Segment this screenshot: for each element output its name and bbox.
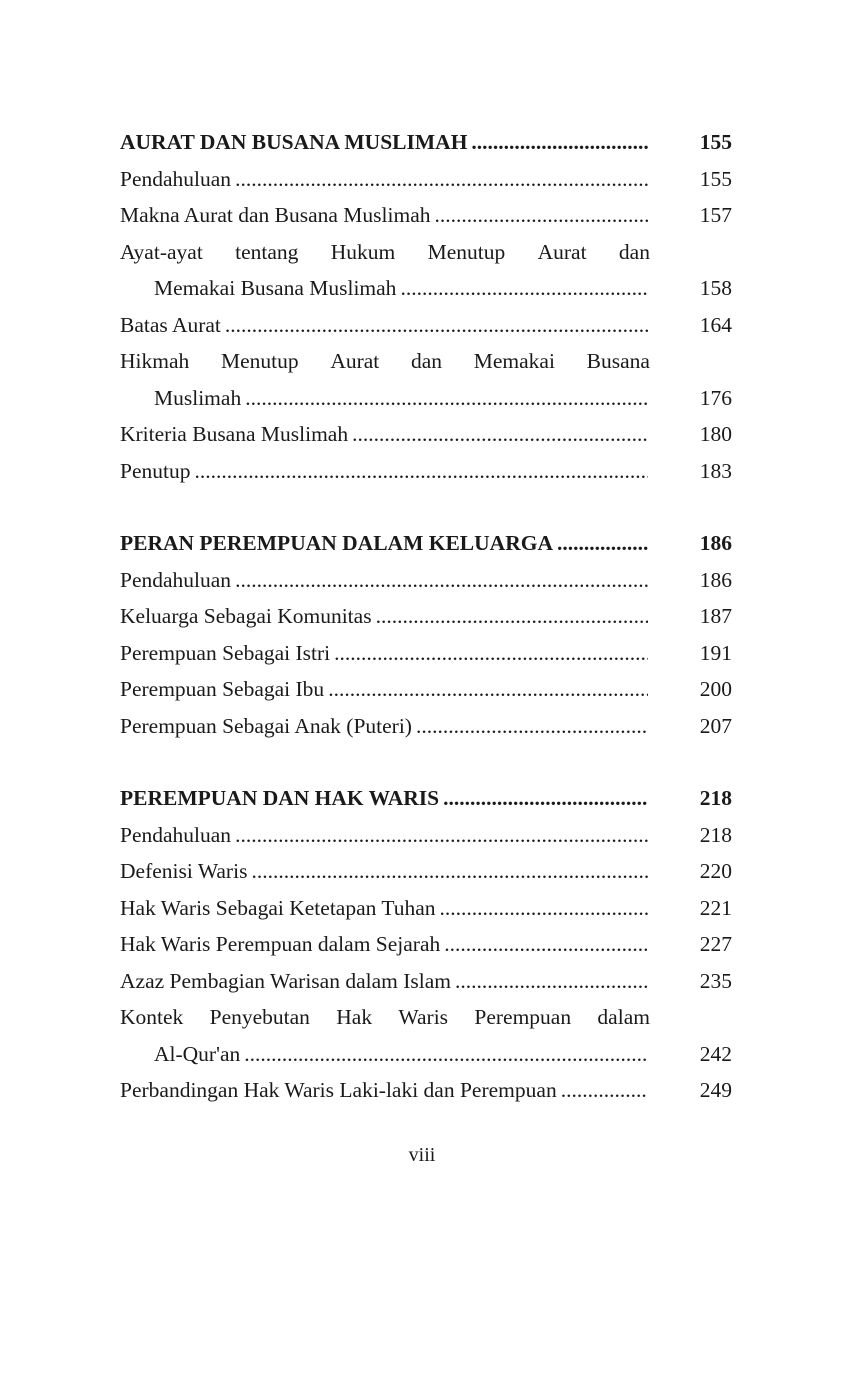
entry-label-line1 bbox=[120, 234, 650, 271]
entry-label: Pendahuluan bbox=[120, 166, 232, 191]
toc-entry[interactable] bbox=[120, 453, 732, 490]
entry-page-number: 176 bbox=[699, 385, 732, 410]
entry-label: Perbandingan Hak Waris Laki-laki dan Perempuan bbox=[120, 1078, 557, 1102]
entry-word: Menutup bbox=[427, 239, 506, 264]
leader-dots bbox=[376, 598, 648, 635]
section-page-number: 155 bbox=[699, 130, 732, 154]
page-number-footer: viii bbox=[408, 1144, 436, 1166]
entry-word: Hak bbox=[336, 1005, 373, 1029]
entry-label-line2: Al-Qur'an bbox=[154, 1041, 241, 1066]
entry-page-number: 242 bbox=[699, 1041, 732, 1066]
entry-label-line2: Muslimah bbox=[154, 385, 242, 410]
entry-label: Hak Waris Sebagai Ketetapan Tuhan bbox=[120, 895, 436, 920]
entry-label: Azaz Pembagian Warisan dalam Islam bbox=[120, 968, 452, 993]
entry-page-number: 187 bbox=[699, 604, 732, 628]
leader-dots bbox=[471, 124, 648, 161]
entry-word: Busana bbox=[586, 349, 650, 373]
leader-dots bbox=[235, 562, 648, 599]
leader-dots bbox=[225, 307, 648, 344]
entry-page-number: 164 bbox=[699, 312, 732, 337]
leader-dots bbox=[416, 708, 648, 745]
toc-entry[interactable] bbox=[120, 562, 732, 599]
toc-entry[interactable] bbox=[120, 197, 732, 234]
toc-entry[interactable] bbox=[120, 1072, 732, 1109]
section-page-number: 186 bbox=[699, 531, 732, 555]
entry-word: Kontek bbox=[120, 1005, 184, 1029]
toc-entry[interactable] bbox=[120, 416, 732, 453]
entry-word: Aurat bbox=[330, 349, 380, 373]
entry-label: Keluarga Sebagai Komunitas bbox=[120, 604, 372, 628]
entry-label-line1 bbox=[120, 999, 650, 1036]
entry-label-line2: Memakai Busana Muslimah bbox=[154, 276, 397, 300]
leader-dots bbox=[235, 817, 648, 854]
leader-dots bbox=[444, 926, 648, 963]
entry-page-number: 158 bbox=[699, 276, 732, 300]
entry-page-number: 183 bbox=[699, 458, 732, 483]
toc-entry[interactable] bbox=[120, 708, 732, 745]
entry-page-number: 180 bbox=[699, 422, 732, 446]
leader-dots bbox=[455, 963, 648, 1000]
toc-entry[interactable] bbox=[120, 853, 732, 890]
section-title: AURAT DAN BUSANA MUSLIMAH bbox=[120, 130, 468, 154]
entry-word: Aurat bbox=[537, 239, 587, 264]
entry-word: Ayat-ayat bbox=[120, 239, 203, 264]
table-of-contents bbox=[120, 124, 732, 1109]
toc-entry-line2[interactable] bbox=[120, 380, 732, 417]
entry-label: Pendahuluan bbox=[120, 822, 232, 847]
entry-word: Waris bbox=[398, 1005, 449, 1029]
entry-word: dan bbox=[618, 239, 650, 264]
entry-label: Perempuan Sebagai Ibu bbox=[120, 677, 325, 701]
leader-dots bbox=[245, 380, 648, 417]
entry-word: Hukum bbox=[330, 239, 396, 264]
leader-dots bbox=[235, 161, 648, 198]
entry-page-number: 207 bbox=[699, 713, 732, 738]
entry-page-number: 191 bbox=[699, 640, 732, 665]
leader-dots bbox=[328, 671, 648, 708]
toc-entry-line2[interactable] bbox=[120, 270, 732, 307]
section-title: PERAN PEREMPUAN DALAM KELUARGA bbox=[120, 531, 553, 555]
entry-word: tentang bbox=[235, 239, 299, 264]
leader-dots bbox=[443, 780, 648, 817]
toc-entry-line1[interactable] bbox=[120, 234, 732, 271]
toc-section bbox=[120, 525, 732, 744]
toc-entry[interactable] bbox=[120, 598, 732, 635]
entry-word: Menutup bbox=[220, 349, 299, 373]
entry-label: Pendahuluan bbox=[120, 567, 232, 592]
toc-entry-line1[interactable] bbox=[120, 999, 732, 1036]
toc-entry[interactable] bbox=[120, 635, 732, 672]
leader-dots bbox=[440, 890, 648, 927]
leader-dots bbox=[557, 525, 648, 562]
leader-dots bbox=[561, 1072, 648, 1109]
section-heading[interactable] bbox=[120, 780, 732, 817]
entry-word: dan bbox=[410, 349, 443, 373]
section-page-number: 218 bbox=[699, 786, 732, 810]
toc-entry-line2[interactable] bbox=[120, 1036, 732, 1073]
entry-label: Penutup bbox=[120, 458, 191, 483]
leader-dots bbox=[194, 453, 648, 490]
toc-entry-line1[interactable] bbox=[120, 343, 732, 380]
toc-entry[interactable] bbox=[120, 161, 732, 198]
leader-dots bbox=[251, 853, 648, 890]
entry-label: Hak Waris Perempuan dalam Sejarah bbox=[120, 932, 441, 956]
toc-entry[interactable] bbox=[120, 963, 732, 1000]
entry-label: Makna Aurat dan Busana Muslimah bbox=[120, 203, 431, 227]
entry-page-number: 157 bbox=[699, 203, 732, 227]
entry-page-number: 186 bbox=[699, 567, 732, 592]
toc-section bbox=[120, 780, 732, 1109]
entry-page-number: 200 bbox=[699, 677, 732, 701]
section-title: PEREMPUAN DAN HAK WARIS bbox=[120, 786, 440, 810]
toc-entry[interactable] bbox=[120, 890, 732, 927]
toc-entry[interactable] bbox=[120, 926, 732, 963]
entry-word: Memakai bbox=[473, 349, 555, 373]
leader-dots bbox=[244, 1036, 648, 1073]
toc-entry[interactable] bbox=[120, 671, 732, 708]
section-heading[interactable] bbox=[120, 525, 732, 562]
entry-word: Perempuan bbox=[474, 1005, 572, 1029]
entry-label-line1 bbox=[120, 343, 650, 380]
toc-section bbox=[120, 124, 732, 489]
leader-dots bbox=[352, 416, 648, 453]
entry-word: dalam bbox=[597, 1005, 650, 1029]
entry-word: Penyebutan bbox=[209, 1005, 310, 1029]
entry-page-number: 155 bbox=[699, 166, 732, 191]
leader-dots bbox=[435, 197, 648, 234]
entry-label: Batas Aurat bbox=[120, 312, 221, 337]
leader-dots bbox=[334, 635, 648, 672]
entry-page-number: 249 bbox=[699, 1078, 732, 1102]
entry-page-number: 218 bbox=[699, 822, 732, 847]
section-heading[interactable] bbox=[120, 124, 732, 161]
entry-word: Hikmah bbox=[120, 349, 190, 373]
leader-dots bbox=[400, 270, 648, 307]
entry-label: Perempuan Sebagai Anak (Puteri) bbox=[120, 713, 412, 738]
entry-page-number: 235 bbox=[699, 968, 732, 993]
entry-label: Kriteria Busana Muslimah bbox=[120, 422, 349, 446]
toc-entry[interactable] bbox=[120, 817, 732, 854]
entry-page-number: 221 bbox=[699, 895, 732, 920]
entry-label: Perempuan Sebagai Istri bbox=[120, 640, 331, 665]
toc-entry[interactable] bbox=[120, 307, 732, 344]
entry-page-number: 220 bbox=[699, 859, 732, 883]
entry-label: Defenisi Waris bbox=[120, 859, 248, 883]
entry-page-number: 227 bbox=[699, 932, 732, 956]
